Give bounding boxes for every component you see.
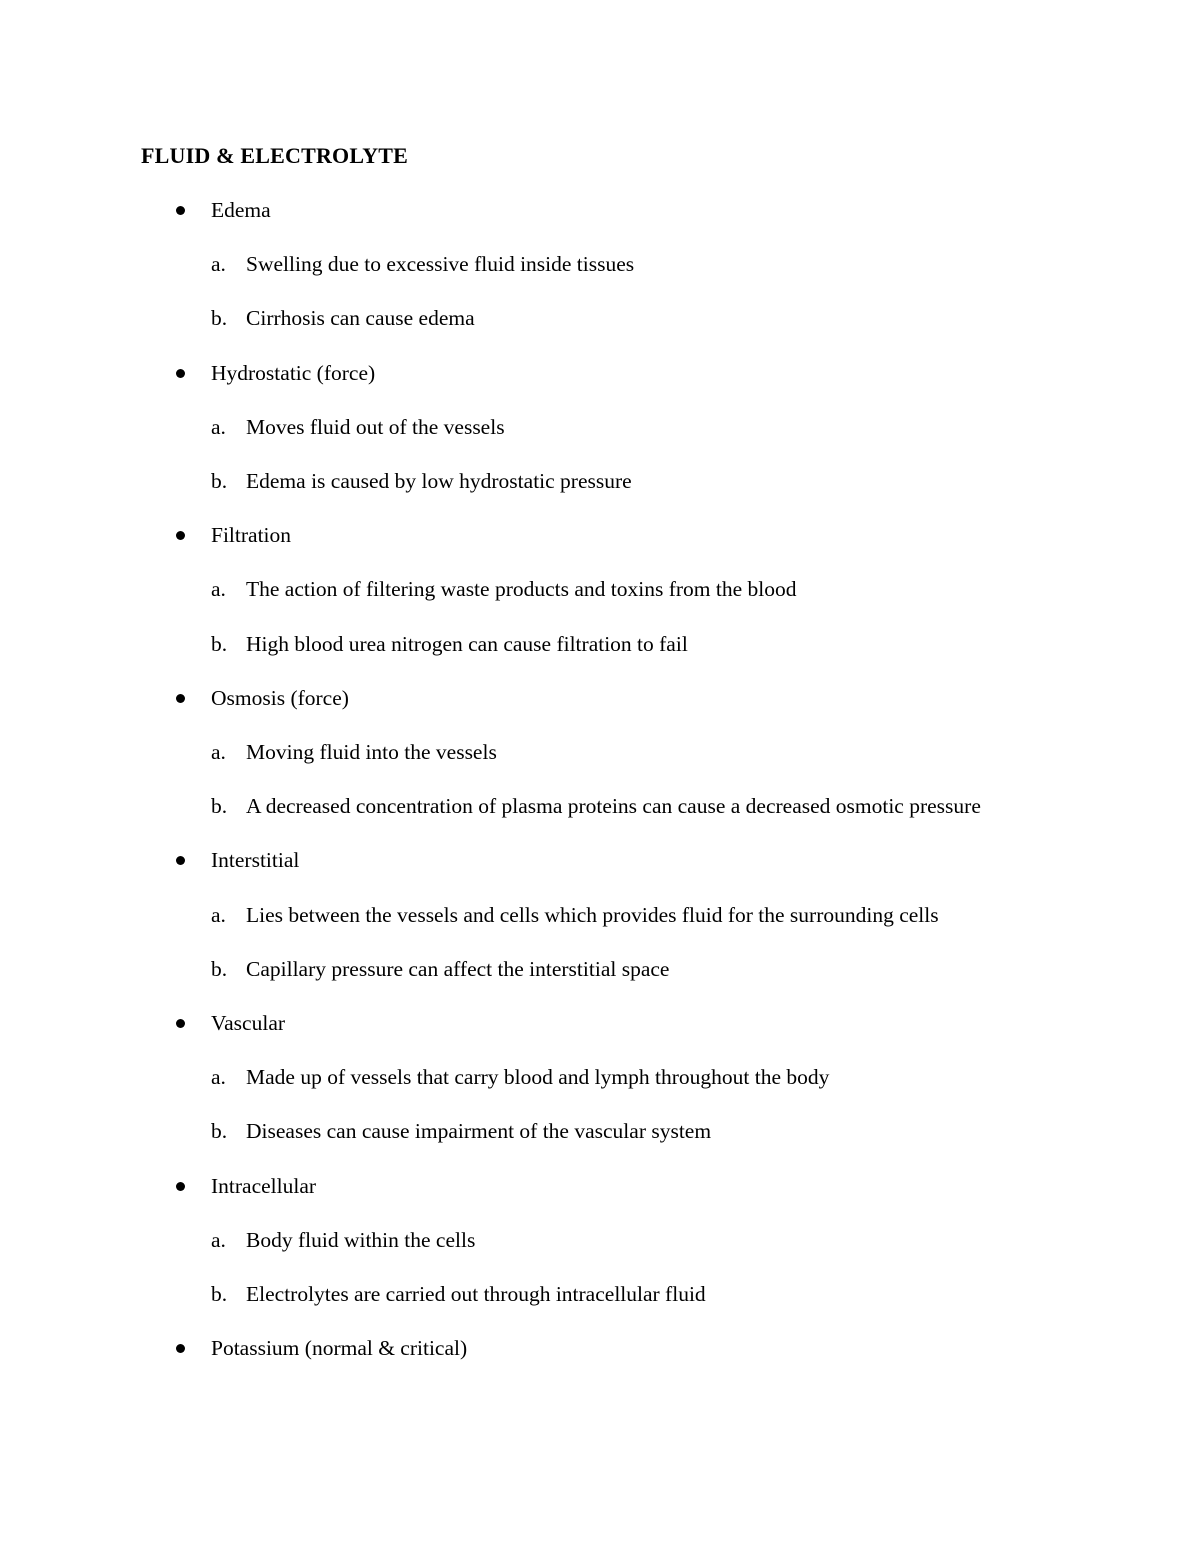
list-item: Swelling due to excessive fluid inside tissues xyxy=(246,252,635,276)
bullet-icon xyxy=(176,206,185,215)
topic-heading: Intracellular xyxy=(211,1174,317,1198)
list-item: Moving fluid into the vessels xyxy=(246,740,497,764)
list-item: Cirrhosis can cause edema xyxy=(246,306,475,330)
topic-heading: Edema xyxy=(211,198,271,222)
topic-heading: Filtration xyxy=(211,523,292,547)
bullet-icon xyxy=(176,1182,185,1191)
topic-heading: Vascular xyxy=(211,1011,286,1035)
list-item: Capillary pressure can affect the interstitial space xyxy=(246,957,670,981)
bullet-icon xyxy=(176,369,185,378)
list-item: Electrolytes are carried out through intracellular fluid xyxy=(246,1282,706,1306)
page-title: FLUID & ELECTROLYTE xyxy=(141,143,409,168)
bullet-icon xyxy=(176,694,185,703)
list-item-marker: a. xyxy=(211,252,226,276)
list-item-marker: a. xyxy=(211,1228,226,1252)
list-item-marker: a. xyxy=(211,740,226,764)
list-item-marker: a. xyxy=(211,1065,226,1089)
topic-heading: Interstitial xyxy=(211,848,300,872)
bullet-icon xyxy=(176,856,185,865)
topic-heading: Osmosis (force) xyxy=(211,686,349,710)
list-item: Made up of vessels that carry blood and lymph throughout the body xyxy=(246,1065,830,1089)
bullet-icon xyxy=(176,531,185,540)
list-item-marker: b. xyxy=(211,306,228,330)
list-item-marker: b. xyxy=(211,957,228,981)
list-item: Lies between the vessels and cells which provides fluid for the surrounding cells xyxy=(246,903,939,927)
list-item-marker: b. xyxy=(211,469,228,493)
bullet-icon xyxy=(176,1344,185,1353)
list-item: Body fluid within the cells xyxy=(246,1228,476,1252)
list-item-marker: b. xyxy=(211,1282,228,1306)
list-item: Edema is caused by low hydrostatic pressure xyxy=(246,469,632,493)
list-item: A decreased concentration of plasma proteins can cause a decreased osmotic pressure xyxy=(246,794,981,818)
bullet-icon xyxy=(176,1019,185,1028)
list-item-marker: b. xyxy=(211,632,228,656)
list-item-marker: a. xyxy=(211,577,226,601)
list-item-marker: b. xyxy=(211,1119,228,1143)
list-item: Moves fluid out of the vessels xyxy=(246,415,505,439)
list-item: Diseases can cause impairment of the vascular system xyxy=(246,1119,712,1143)
topic-heading: Potassium (normal & critical) xyxy=(211,1336,468,1360)
list-item-marker: a. xyxy=(211,903,226,927)
topic-heading: Hydrostatic (force) xyxy=(211,361,376,385)
list-item: High blood urea nitrogen can cause filtration to fail xyxy=(246,632,688,656)
list-item-marker: b. xyxy=(211,794,228,818)
list-item-marker: a. xyxy=(211,415,226,439)
list-item: The action of filtering waste products and toxins from the blood xyxy=(246,577,797,601)
